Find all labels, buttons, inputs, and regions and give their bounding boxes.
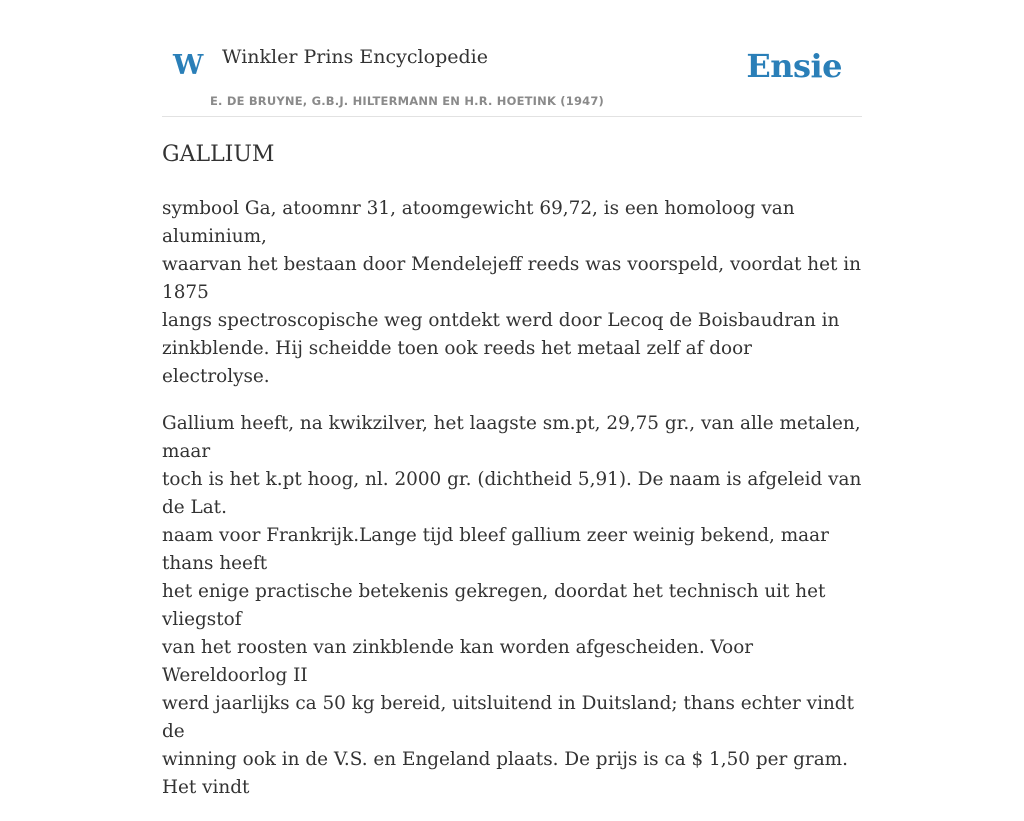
encyclopedia-authors: E. DE BRUYNE, G.B.J. HILTERMANN EN H.R. HOETINK (1947) [210, 94, 605, 108]
paragraph-line: Gallium heeft, na kwikzilver, het laagste sm.pt, 29,75 gr., van alle metalen, maar [162, 413, 861, 462]
site-header [162, 0, 862, 117]
paragraph-line: langs spectroscopische weg ontdekt werd door Lecoq de Boisbaudran in [162, 310, 840, 331]
paragraph-line: naam voor Frankrijk.Lange tijd bleef gallium zeer weinig bekend, maar thans heeft [162, 525, 829, 574]
article-title: GALLIUM [162, 142, 275, 167]
paragraph-line: van het roosten van zinkblende kan worden afgescheiden. Voor Wereldoorlog II [162, 637, 754, 686]
article-paragraph-2 [162, 410, 862, 802]
paragraph-line: werd jaarlijks ca 50 kg bereid, uitsluitend in Duitsland; thans echter vindt de [162, 693, 854, 742]
paragraph-line: het enige practische betekenis gekregen, doordat het technisch uit het vliegstof [162, 581, 826, 630]
encyclopedia-logo-icon[interactable]: W [173, 50, 204, 81]
article [162, 138, 862, 821]
encyclopedia-title[interactable]: Winkler Prins Encyclopedie [222, 46, 488, 68]
paragraph-line: toch is het k.pt hoog, nl. 2000 gr. (dichtheid 5,91). De naam is afgeleid van de Lat. [162, 469, 862, 518]
paragraph-line: symbool Ga, atoomnr 31, atoomgewicht 69,72, is een homoloog van aluminium, [162, 198, 795, 247]
paragraph-line: winning ook in de V.S. en Engeland plaats. De prijs is ca $ 1,50 per gram. Het vindt [162, 749, 848, 798]
ensie-home-link[interactable]: Ensie [746, 47, 842, 85]
paragraph-line: waarvan het bestaan door Mendelejeff reeds was voorspeld, voordat het in 1875 [162, 254, 861, 303]
article-paragraph-1 [162, 195, 862, 391]
paragraph-line: zinkblende. Hij scheidde toen ook reeds het metaal zelf af door electrolyse. [162, 338, 752, 387]
